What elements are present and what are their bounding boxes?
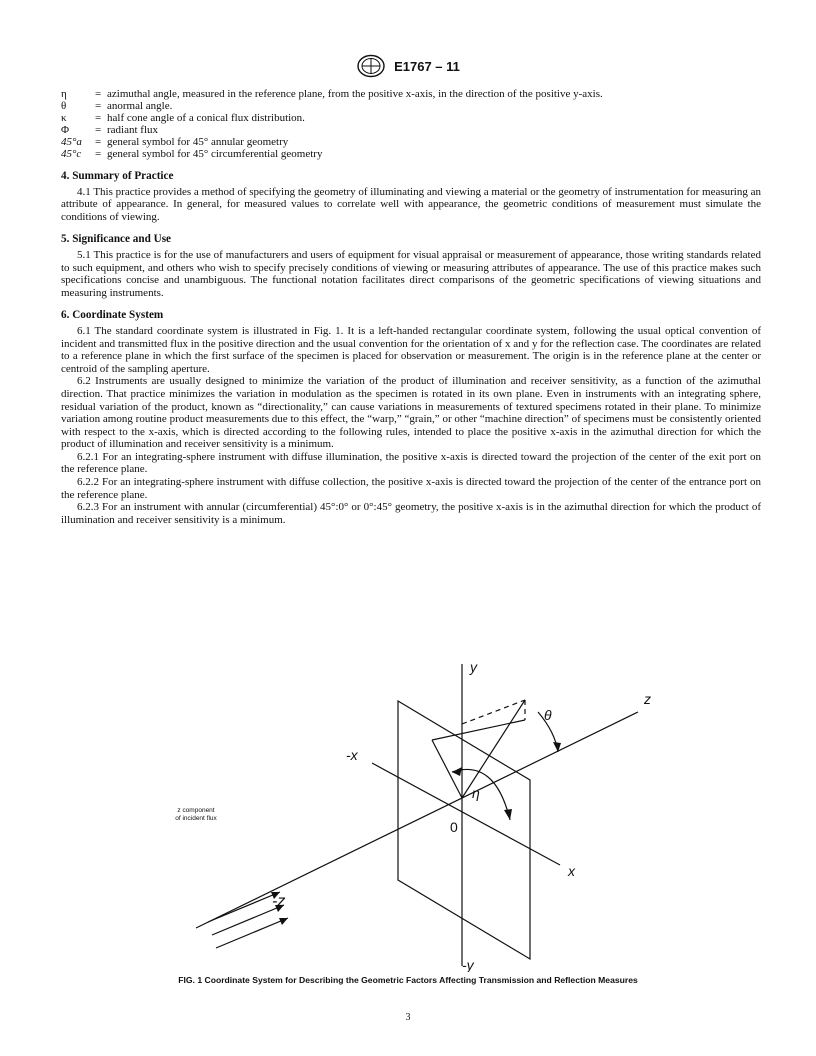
paragraph: 6.2.2 For an integrating-sphere instrument with diffuse collection, the positive x-axis is directed toward the projection of the center of the entrance port on the reference plane.	[61, 476, 761, 501]
symbol: Φ	[61, 124, 70, 136]
document-id: E1767 – 11	[394, 58, 460, 74]
paragraph: 6.2.3 For an instrument with annular (circumferential) 45°:0° or 0°:45° geometry, the positive x-axis is in the azimuthal direction for which the product of illumination and receiver sensitivity is a minimum.	[61, 501, 761, 526]
flux-arrow	[208, 892, 280, 922]
flux-label-line1: z component	[177, 807, 215, 814]
equals-sign: =	[95, 148, 102, 160]
eta-arrowhead	[452, 767, 462, 776]
symbol: 45°a	[61, 136, 82, 148]
equals-sign: =	[95, 100, 102, 112]
section-heading: 6. Coordinate System	[61, 309, 164, 322]
symbol: 45°c	[61, 148, 82, 160]
symbol-definition: radiant flux	[107, 124, 159, 136]
paragraph: 5.1 This practice is for the use of manufacturers and users of equipment for visual appraisal or measurement of appearance, those writing standards related to such equipment, and others who wish to specify precisely conditions of viewing or measuring attributes of appearance. The use of this practice makes such specifications concise and unambiguous. The functional notation facilitates direct comparisons of the geometric specifications of viewing situations and measuring instruments.	[61, 248, 761, 299]
neg-x-axis-label: -x	[346, 747, 358, 763]
symbol: θ	[61, 100, 67, 112]
symbol-row	[61, 148, 603, 160]
z-axis-label: z	[644, 691, 651, 707]
theta-label: θ	[544, 707, 552, 723]
coordinate-system-figure	[150, 660, 670, 972]
section-heading: 4. Summary of Practice	[61, 170, 174, 182]
flux-arrow	[216, 918, 288, 948]
symbol-definition: general symbol for 45° circumferential geometry	[107, 148, 323, 160]
paragraph: 6.2.1 For an integrating-sphere instrument with diffuse illumination, the positive x-axis is directed toward the projection of the center of the exit port on the reference plane.	[61, 450, 761, 476]
symbol: η	[61, 88, 67, 100]
symbol-row	[61, 124, 603, 136]
symbol-list	[61, 88, 603, 160]
z-axis	[196, 712, 638, 928]
flux-label-line2: of incident flux	[175, 815, 217, 822]
symbol-row	[61, 88, 603, 100]
paragraph: 4.1 This practice provides a method of specifying the geometry of illuminating and viewing a material or the geometry of instrumentation for measuring an attribute of appearance. In general, for measured values to correlate well with appearance, the geometric conditions of measurement must simulate the conditions of viewing.	[61, 185, 761, 223]
neg-z-axis-label: -z	[272, 893, 286, 910]
symbol-definition: anormal angle.	[107, 100, 173, 112]
equals-sign: =	[95, 112, 102, 124]
symbol-definition: general symbol for 45° annular geometry	[107, 136, 289, 148]
symbol-definition: half cone angle of a conical flux distribution.	[107, 112, 305, 124]
page-header	[0, 54, 816, 78]
coordinate-diagram	[150, 660, 670, 972]
symbol-row	[61, 112, 603, 124]
section-heading: 5. Significance and Use	[61, 233, 172, 246]
x-axis-label: x	[568, 863, 575, 879]
figure-caption: FIG. 1 Coordinate System for Describing the Geometric Factors Affecting Transmission and Reflection Measures	[178, 975, 638, 985]
paragraph: 6.2 Instruments are usually designed to minimize the variation of the product of illumination and receiver sensitivity, as a function of the azimuthal direction. That practice minimizes the variation in modulation as the specimen is rotated in its own plane. Even in instruments with an integrating sphere, residual variation of the product, known as “directionality,” can cause variations in measurements of textured specimens rotated in their plane. To minimize variation among routine product measurements due to this effect, the “warp,” “grain,” or other “machine direction” of specimens must be consistently oriented with respect to the x-axis, which is directed according to the following rules, intended to place the positive x-axis in the azimuthal direction for which the product of illumination and receiver sensitivity is a minimum.	[61, 375, 761, 451]
symbol-definition: azimuthal angle, measured in the reference plane, from the positive x-axis, in the direction of the positive y-axis.	[107, 88, 603, 100]
equals-sign: =	[95, 124, 102, 136]
equals-sign: =	[95, 88, 102, 100]
symbol-row	[61, 136, 603, 148]
symbol: κ	[61, 112, 67, 124]
projection-line	[432, 740, 462, 798]
document-body	[61, 88, 761, 526]
neg-y-axis-label: -y	[462, 957, 474, 972]
y-axis-label: y	[470, 660, 477, 675]
origin-label: 0	[450, 819, 458, 835]
equals-sign: =	[95, 136, 102, 148]
x-axis	[372, 763, 560, 865]
astm-logo-icon	[356, 54, 386, 78]
page-number: 3	[405, 1012, 411, 1023]
reference-plane	[398, 701, 530, 959]
paragraph: 6.1 The standard coordinate system is illustrated in Fig. 1. It is a left-handed rectangular coordinate system, following the usual optical convention of incident and transmitted flux in the positive direction and the usual convention for the orientation of x and y for the reflection case. The coordinates are related to a reference plane in which the first surface of the specimen is placed for observation or measurement. The origin is in the reference plane at the center or centroid of the sampling aperture.	[61, 324, 761, 375]
symbol-row	[61, 100, 603, 112]
eta-label: η	[472, 785, 480, 801]
eta-arrowhead	[504, 809, 512, 820]
projection-dashed	[462, 700, 525, 724]
